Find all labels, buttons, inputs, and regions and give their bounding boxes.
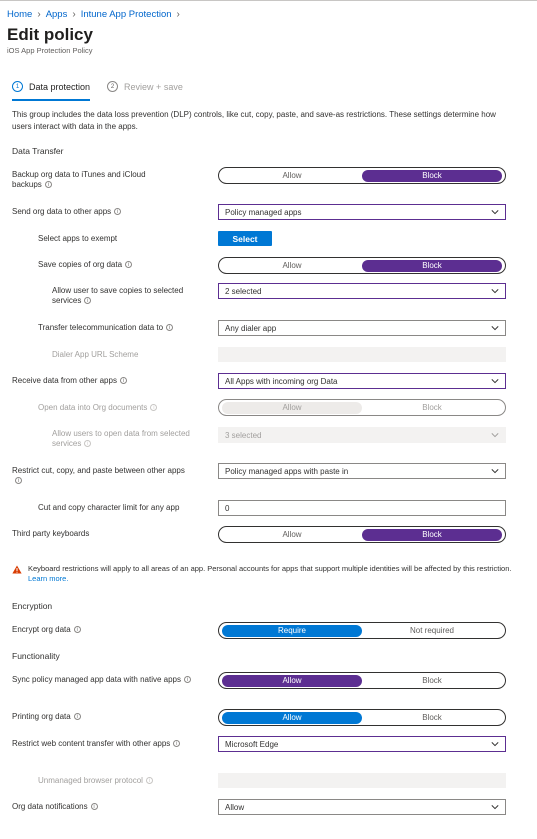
toggle-option-not-required[interactable]: Not required: [409, 626, 455, 635]
save-copies-toggle[interactable]: [218, 257, 506, 274]
keyboard-warning: [12, 564, 517, 584]
info-icon[interactable]: i: [114, 208, 121, 215]
browser-protocol-label: Unmanaged browser protocol i: [38, 776, 153, 786]
info-icon[interactable]: i: [91, 803, 98, 810]
toggle-option-allow[interactable]: Allow: [282, 261, 302, 270]
dropdown-value: Any dialer app: [225, 323, 277, 333]
learn-more-link[interactable]: Learn more.: [28, 574, 69, 583]
open-services-dropdown: [218, 427, 506, 443]
sync-toggle[interactable]: [218, 672, 506, 689]
dropdown-value: 3 selected: [225, 430, 262, 440]
wizard-steps: [12, 81, 183, 101]
info-icon[interactable]: i: [166, 324, 173, 331]
info-icon[interactable]: i: [45, 181, 52, 188]
page-title: Edit policy: [7, 25, 93, 44]
encrypt-toggle[interactable]: [218, 622, 506, 639]
toggle-option-require[interactable]: Require: [222, 625, 362, 637]
info-icon[interactable]: i: [74, 713, 81, 720]
info-icon[interactable]: i: [74, 626, 81, 633]
dropdown-value: Policy managed apps: [225, 207, 302, 217]
info-icon[interactable]: i: [184, 676, 191, 683]
chevron-down-icon: [491, 324, 499, 332]
telecom-dropdown[interactable]: [218, 320, 506, 336]
keyboards-toggle[interactable]: [218, 526, 506, 543]
notifications-label: Org data notifications i: [12, 802, 98, 812]
toggle-option-allow[interactable]: Allow: [222, 712, 362, 724]
toggle-option-block[interactable]: Block: [422, 713, 442, 722]
receive-data-dropdown[interactable]: [218, 373, 506, 389]
info-icon: i: [146, 777, 153, 784]
save-copies-label: Save copies of org data i: [38, 260, 132, 270]
receive-data-label: Receive data from other apps i: [12, 376, 127, 386]
step-number: 2: [107, 81, 118, 92]
page-subtitle: iOS App Protection Policy: [7, 46, 93, 55]
chevron-right-icon: ›: [72, 9, 76, 20]
breadcrumb-apps[interactable]: Apps: [45, 9, 68, 20]
toggle-option-allow[interactable]: Allow: [282, 530, 302, 539]
backup-label: Backup org data to iTunes and iCloud backups i: [12, 170, 146, 189]
sync-label: Sync policy managed app data with native apps i: [12, 675, 192, 685]
toggle-option-allow[interactable]: Allow: [282, 171, 302, 180]
section-heading-data-transfer: Data Transfer: [12, 146, 64, 156]
telecom-label: Transfer telecommunication data to i: [38, 323, 173, 333]
chevron-down-icon: [491, 803, 499, 811]
encrypt-label: Encrypt org data i: [12, 625, 81, 635]
warning-icon: [12, 565, 22, 574]
char-limit-input[interactable]: 0: [218, 500, 506, 516]
section-heading-functionality: Functionality: [12, 651, 60, 661]
step-label: Review + save: [124, 81, 183, 92]
info-icon[interactable]: i: [125, 261, 132, 268]
restrict-copy-label: Restrict cut, copy, and paste between other appsi: [12, 466, 185, 484]
breadcrumb-app-protection[interactable]: Intune App Protection: [80, 9, 172, 20]
toggle-option-block[interactable]: Block: [362, 260, 502, 272]
chevron-down-icon: [491, 740, 499, 748]
top-border: [0, 0, 537, 1]
dialer-url-input: [218, 347, 506, 362]
info-icon[interactable]: i: [15, 477, 22, 484]
browser-protocol-input: [218, 773, 506, 788]
chevron-right-icon: ›: [37, 9, 41, 20]
exempt-label: Select apps to exempt: [38, 234, 118, 243]
dropdown-value: Allow: [225, 802, 245, 812]
dropdown-value: All Apps with incoming org Data: [225, 376, 338, 386]
dropdown-value: Microsoft Edge: [225, 739, 279, 749]
send-data-label: Send org data to other apps i: [12, 207, 121, 217]
printing-label: Printing org data i: [12, 712, 81, 722]
open-services-label: Allow users to open data from selected services i: [52, 429, 190, 448]
char-limit-label: Cut and copy character limit for any app: [38, 503, 180, 512]
web-content-label: Restrict web content transfer with other apps i: [12, 739, 182, 749]
info-icon[interactable]: i: [120, 377, 127, 384]
toggle-option-allow: Allow: [222, 402, 362, 414]
section-description: This group includes the data loss prevention (DLP) controls, like cut, copy, paste, and save-as restrictions. These settings determine how users interact with data in the apps.: [12, 110, 496, 131]
send-data-dropdown[interactable]: [218, 204, 506, 220]
chevron-down-icon: [491, 377, 499, 385]
open-docs-toggle: [218, 399, 506, 416]
info-icon: i: [150, 404, 157, 411]
open-docs-label: Open data into Org documents i: [38, 403, 157, 413]
toggle-option-block[interactable]: Block: [422, 676, 442, 685]
printing-toggle[interactable]: [218, 709, 506, 726]
step-number: 1: [12, 81, 23, 92]
toggle-option-allow[interactable]: Allow: [222, 675, 362, 687]
restrict-copy-dropdown[interactable]: [218, 463, 506, 479]
tab-data-protection[interactable]: [12, 81, 90, 101]
notifications-dropdown[interactable]: [218, 799, 506, 815]
warning-text: Keyboard restrictions will apply to all areas of an app. Personal accounts for apps that support multiple identities will be affected by this restriction.: [28, 564, 512, 573]
chevron-down-icon: [491, 467, 499, 475]
section-heading-encryption: Encryption: [12, 601, 53, 611]
dropdown-value: Policy managed apps with paste in: [225, 466, 349, 476]
chevron-down-icon: [491, 431, 499, 439]
toggle-option-block[interactable]: Block: [362, 170, 502, 182]
info-icon: i: [84, 440, 91, 447]
chevron-down-icon: [491, 287, 499, 295]
info-icon[interactable]: i: [173, 740, 180, 747]
breadcrumb-home[interactable]: Home: [7, 9, 33, 20]
info-icon[interactable]: i: [84, 297, 91, 304]
allow-save-dropdown[interactable]: [218, 283, 506, 299]
step-label: Data protection: [29, 81, 91, 92]
allow-save-label: Allow user to save copies to selected services i: [52, 286, 184, 305]
toggle-option-block: Block: [422, 403, 442, 412]
chevron-right-icon: ›: [176, 9, 180, 20]
chevron-down-icon: [491, 208, 499, 216]
breadcrumb: [7, 9, 185, 20]
web-content-dropdown[interactable]: [218, 736, 506, 752]
backup-toggle[interactable]: [218, 167, 506, 184]
keyboards-label: Third party keyboards: [12, 529, 90, 538]
dialer-url-label: Dialer App URL Scheme: [52, 350, 139, 359]
select-apps-button[interactable]: Select: [218, 231, 272, 246]
tab-review-save[interactable]: [107, 81, 183, 101]
toggle-option-block[interactable]: Block: [362, 529, 502, 541]
dropdown-value: 2 selected: [225, 286, 262, 296]
